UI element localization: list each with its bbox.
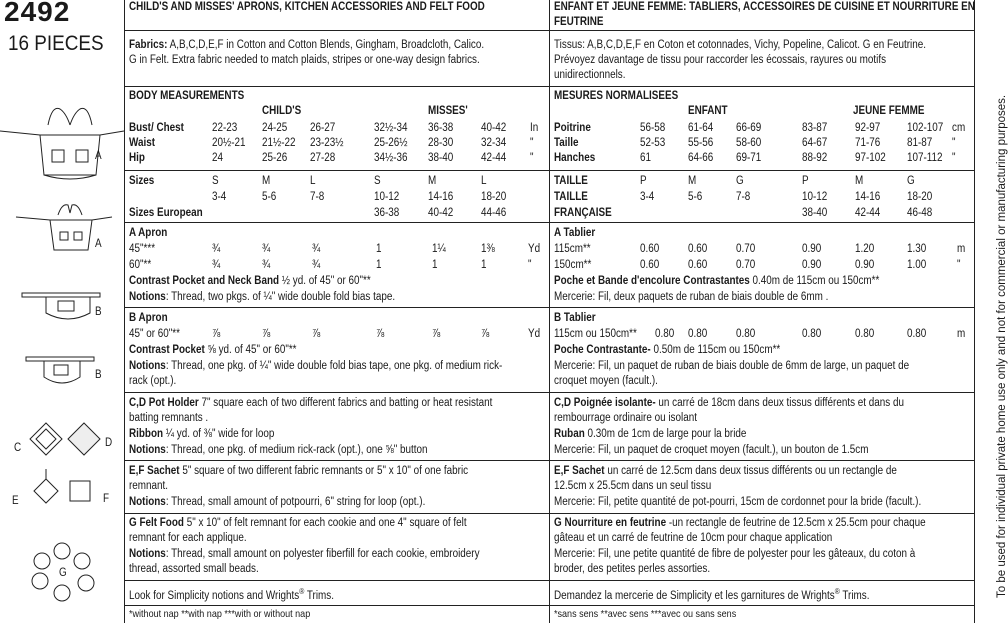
b-mercerie-line-2: croquet moyen (facult.). <box>554 375 658 387</box>
right-a-cell: 0.60 <box>640 243 660 255</box>
g-mercerie-line-2: broder, des petites perles assorties. <box>554 563 711 575</box>
right-size-letter-cell: P <box>802 175 809 187</box>
right-a-row-label: 150cm** <box>554 259 592 271</box>
pot-holder-c-drawing <box>30 423 62 455</box>
a-notions-line: Notions: Thread, two pkgs. of ¼" wide double fold bias tape. <box>129 291 396 303</box>
left-footnote: *without nap **with nap ***with or without nap <box>129 608 311 620</box>
ribbon-line: Ribbon ¼ yd. of ⅜" wide for loop <box>129 428 275 440</box>
a-contrast-line: Contrast Pocket and Neck Band ½ yd. of 45" or 60"** <box>129 275 371 287</box>
right-a-cell: 0.60 <box>688 259 708 271</box>
label-g: G <box>59 567 67 579</box>
left-size-letter-cell: S <box>374 175 381 187</box>
left-b-unit: Yd <box>528 328 541 340</box>
left-meas-row-label: Bust/ Chest <box>129 122 184 134</box>
right-meas-cell: 66-69 <box>736 122 762 134</box>
left-b-cell: ⅞ <box>432 328 441 340</box>
right-size-num-cell: 7-8 <box>736 191 751 203</box>
b-contrast-line: Contrast Pocket ⅝ yd. of 45" or 60"** <box>129 344 297 356</box>
left-meas-cell: 25-26 <box>262 152 288 164</box>
g-mercerie-line-1: Mercerie: Fil, une petite quantité de fibre de polyester pour les gâteaux, du coton à <box>554 548 916 560</box>
right-meas-cell: 52-53 <box>640 137 666 149</box>
ef-line-1: E,F Sachet 5" square of two different fabric remnants or 5" x 10" of one fabric <box>129 465 469 477</box>
g-notions-line-1: Notions: Thread, small amount on polyester fiberfill for each cookie, embroidery <box>129 548 480 560</box>
label-b-2: B <box>95 369 102 381</box>
right-meas-cell: 56-58 <box>640 122 666 134</box>
g-fr-line-1: G Nourriture en feutrine -un rectangle de feutrine de 12.5cm x 25.5cm pour chaque <box>554 517 926 529</box>
left-meas-cell: 42-44 <box>481 152 507 164</box>
ef-fr-line-2: 12.5cm x 25.5cm dans un seul tissu <box>554 480 712 492</box>
right-meas-cell: 92-97 <box>855 122 881 134</box>
right-b-cell: 0.80 <box>802 328 822 340</box>
right-fr-cell: 42-44 <box>855 207 881 219</box>
left-meas-cell: 38-40 <box>428 152 454 164</box>
ef-fr-line-1: E,F Sachet un carré de 12.5cm dans deux tissus différents ou un rectangle de <box>554 465 897 477</box>
right-title-1: ENFANT ET JEUNE FEMME: TABLIERS, ACCESSOIRES DE CUISINE ET NOURRITURE EN <box>554 1 975 13</box>
right-meas-row-label: Poitrine <box>554 122 591 134</box>
right-footnote: *sans sens **avec sens ***avec ou sans sens <box>554 608 737 620</box>
cd-line-1: C,D Pot Holder 7" square each of two different fabrics and batting or heat resistant <box>129 397 493 409</box>
left-a-cell: 1 <box>481 259 487 271</box>
taille-fr-label: TAILLE <box>554 191 588 203</box>
right-a-cell: 0.60 <box>640 259 660 271</box>
left-title: CHILD'S AND MISSES' APRONS, KITCHEN ACCESSORIES AND FELT FOOD <box>129 1 485 13</box>
right-meas-cell: 107-112 <box>907 152 943 164</box>
left-b-cell: ⅞ <box>312 328 321 340</box>
left-a-cell: ¾ <box>312 259 321 271</box>
pattern-number: 2492 <box>4 0 71 27</box>
left-meas-row-label: Hip <box>129 152 145 164</box>
right-b-cell: 0.80 <box>688 328 708 340</box>
left-meas-cell: 32½-34 <box>374 122 408 134</box>
left-meas-cell: 28-30 <box>428 137 454 149</box>
right-a-cell: 0.90 <box>802 259 822 271</box>
apron-b-drawing <box>22 293 100 319</box>
left-meas-unit: " <box>530 152 534 164</box>
label-e: E <box>12 495 19 507</box>
a-poche-line: Poche et Bande d'encolure Contrastantes 0.40m de 115cm ou 150cm** <box>554 275 880 287</box>
left-a-cell: 1¼ <box>432 243 446 255</box>
right-a-cell: 1.30 <box>907 243 927 255</box>
sizes-label: Sizes <box>129 175 155 187</box>
right-a-cell: 0.60 <box>688 243 708 255</box>
left-meas-cell: 32-34 <box>481 137 507 149</box>
right-size-num-cell: 10-12 <box>802 191 828 203</box>
tissus-line-3: unidirectionnels. <box>554 69 626 81</box>
left-a-cell: 1 <box>376 243 382 255</box>
left-a-cell: 1 <box>376 259 382 271</box>
left-meas-cell: 21½-22 <box>262 137 296 149</box>
right-meas-cell: 55-56 <box>688 137 714 149</box>
right-meas-cell: 97-102 <box>855 152 886 164</box>
left-a-row-label: 60"** <box>129 259 152 271</box>
left-meas-cell: 25-26½ <box>374 137 408 149</box>
right-a-row-label: 115cm** <box>554 243 591 255</box>
left-size-num-cell: 14-16 <box>428 191 454 203</box>
left-b-cell: ⅞ <box>262 328 271 340</box>
right-b-cell: 0.80 <box>855 328 875 340</box>
right-a-cell: 1.20 <box>855 243 875 255</box>
b-notions-line-2: rack (opt.). <box>129 375 177 387</box>
b-apron-heading: B Apron <box>129 312 168 324</box>
right-size-num-cell: 14-16 <box>855 191 881 203</box>
left-euro-cell: 40-42 <box>428 207 454 219</box>
left-euro-cell: 36-38 <box>374 207 400 219</box>
right-meas-cell: 61 <box>640 152 652 164</box>
b-poche-line: Poche Contrastante- 0.50m de 115cm ou 150cm** <box>554 344 781 356</box>
left-meas-cell: 34½-36 <box>374 152 408 164</box>
left-a-unit: Yd <box>528 243 541 255</box>
right-b-unit: m <box>957 328 966 340</box>
left-meas-cell: 22-23 <box>212 122 238 134</box>
francaise-label: FRANÇAISE <box>554 207 612 219</box>
left-size-letter-cell: S <box>212 175 219 187</box>
right-size-num-cell: 18-20 <box>907 191 933 203</box>
taille-label: TAILLE <box>554 175 588 187</box>
right-size-letter-cell: G <box>907 175 915 187</box>
look-for-line: Look for Simplicity notions and Wrights® Trims. <box>129 587 334 602</box>
label-f: F <box>103 493 110 505</box>
enfant-heading: ENFANT <box>688 105 728 117</box>
right-meas-cell: 81-87 <box>907 137 933 149</box>
right-a-unit: " <box>957 259 961 271</box>
a-mercerie-line: Mercerie: Fil, deux paquets de ruban de biais double de 6mm . <box>554 291 829 303</box>
body-measurements-heading: BODY MEASUREMENTS <box>129 90 245 102</box>
left-meas-unit: " <box>530 137 534 149</box>
pieces-count: 16 PIECES <box>8 32 104 55</box>
left-size-num-cell: 18-20 <box>481 191 507 203</box>
right-a-unit: m <box>957 243 966 255</box>
left-a-cell: 1⅜ <box>481 243 495 255</box>
left-a-cell: 1 <box>432 259 438 271</box>
left-b-row-label: 45" or 60"** <box>129 328 181 340</box>
left-meas-cell: 20½-21 <box>212 137 246 149</box>
right-a-cell: 1.00 <box>907 259 927 271</box>
right-b-cell: 0.80 <box>907 328 927 340</box>
left-a-cell: ¾ <box>312 243 321 255</box>
childs-heading: CHILD'S <box>262 105 302 117</box>
right-meas-unit: " <box>952 137 956 149</box>
left-size-letter-cell: L <box>310 175 316 187</box>
cd-fr-line-2: rembourrage ordinaire ou isolant <box>554 412 697 424</box>
right-b-row-label: 115cm ou 150cm** <box>554 328 637 340</box>
left-meas-cell: 24 <box>212 152 224 164</box>
ef-mercerie-line: Mercerie: Fil, petite quantité de pot-pourri, 15cm de cordonnet pour la bride (facult.). <box>554 496 922 508</box>
right-meas-row-label: Hanches <box>554 152 596 164</box>
fabrics-line-1: Fabrics: A,B,C,D,E,F in Cotton and Cotton Blends, Gingham, Broadcloth, Calico. <box>129 39 485 51</box>
left-meas-cell: 24-25 <box>262 122 288 134</box>
right-fr-cell: 46-48 <box>907 207 933 219</box>
left-a-unit: " <box>528 259 532 271</box>
g-line-1: G Felt Food 5" x 10" of felt remnant for each cookie and one 4" square of felt <box>129 517 467 529</box>
right-meas-cell: 102-107 <box>907 122 944 134</box>
right-b-cell: 0.80 <box>736 328 756 340</box>
left-size-num-cell: 5-6 <box>262 191 277 203</box>
right-a-cell: 0.70 <box>736 243 756 255</box>
right-title-2: FEUTRINE <box>554 16 604 28</box>
fabrics-line-2: G in Felt. Extra fabric needed to match plaids, stripes or one-way design fabrics. <box>129 54 480 66</box>
cd-notions-line: Notions: Thread, one pkg. of medium rick-rack (opt.), one ⅝" button <box>129 444 428 456</box>
left-a-cell: ¾ <box>212 243 221 255</box>
left-meas-row-label: Waist <box>129 137 156 149</box>
tissus-line-1: Tissus: A,B,C,D,E,F en Coton et cotonnades, Vichy, Popeline, Calicot. G en Feutrine. <box>554 39 926 51</box>
b-tablier-heading: B Tablier <box>554 312 596 324</box>
jeune-femme-heading: JEUNE FEMME <box>853 105 925 117</box>
right-meas-cell: 69-71 <box>736 152 762 164</box>
garment-illustrations <box>0 95 125 615</box>
right-meas-cell: 88-92 <box>802 152 828 164</box>
right-meas-cell: 83-87 <box>802 122 828 134</box>
left-meas-cell: 40-42 <box>481 122 507 134</box>
a-apron-heading: A Apron <box>129 227 168 239</box>
left-meas-cell: 36-38 <box>428 122 454 134</box>
right-size-letter-cell: P <box>640 175 647 187</box>
label-a-1: A <box>95 150 102 162</box>
right-meas-cell: 64-67 <box>802 137 828 149</box>
left-b-cell: ⅞ <box>376 328 385 340</box>
right-a-cell: 0.70 <box>736 259 756 271</box>
sachet-f-drawing <box>70 481 90 501</box>
right-size-letter-cell: M <box>688 175 697 187</box>
g-fr-line-2: gâteau et un carré de feutrine de 10cm pour chaque application <box>554 532 833 544</box>
g-notions-line-2: thread, assorted small beads. <box>129 563 259 575</box>
cd-fr-line-1: C,D Poignée isolante- un carré de 18cm dans deux tissus différents et dans du <box>554 397 904 409</box>
right-b-cell: 0.80 <box>655 328 675 340</box>
right-meas-cell: 64-66 <box>688 152 714 164</box>
right-meas-unit: cm <box>952 122 966 134</box>
left-size-num-cell: 7-8 <box>310 191 325 203</box>
right-size-letter-cell: M <box>855 175 864 187</box>
label-d: D <box>105 437 113 449</box>
left-size-letter-cell: M <box>428 175 437 187</box>
pot-holder-d-drawing <box>68 423 100 455</box>
g-line-2: remnant for each applique. <box>129 532 247 544</box>
b-notions-line-1: Notions: Thread, one pkg. of ¼" wide double fold bias tape, one pkg. of medium rick- <box>129 360 503 372</box>
left-a-cell: ¾ <box>262 243 271 255</box>
b-mercerie-line-1: Mercerie: Fil, un paquet de ruban de biais double de 6mm de large, un paquet de <box>554 360 910 372</box>
ef-line-2: remnant. <box>129 480 169 492</box>
a-tablier-heading: A Tablier <box>554 227 596 239</box>
left-size-num-cell: 3-4 <box>212 191 227 203</box>
left-b-cell: ⅞ <box>481 328 490 340</box>
mesures-heading: MESURES NORMALISEES <box>554 90 679 102</box>
sizes-european-label: Sizes European <box>129 207 203 219</box>
left-meas-cell: 27-28 <box>310 152 336 164</box>
right-size-letter-cell: G <box>736 175 744 187</box>
left-a-cell: ¾ <box>262 259 271 271</box>
cd-mercerie-line: Mercerie: Fil, un paquet de croquet moyen (facult.), un bouton de 1.5cm <box>554 444 869 456</box>
left-size-letter-cell: M <box>262 175 271 187</box>
label-a-2: A <box>95 238 102 250</box>
right-fr-cell: 38-40 <box>802 207 828 219</box>
usage-disclaimer: To be used for individual private home use only and not for commercial or manufacturing purposes. <box>996 94 1008 598</box>
apron-b-small-drawing <box>26 357 94 383</box>
right-meas-row-label: Taille <box>554 137 579 149</box>
ef-notions-line: Notions: Thread, small amount of potpourri, 6" string for loop (opt.). <box>129 496 426 508</box>
left-meas-unit: In <box>530 122 539 134</box>
left-size-num-cell: 10-12 <box>374 191 400 203</box>
left-a-cell: ¾ <box>212 259 221 271</box>
right-meas-cell: 61-64 <box>688 122 714 134</box>
tissus-line-2: Prévoyez davantage de tissu pour raccorder les écossais, rayures ou motifs <box>554 54 887 66</box>
ruban-line: Ruban 0.30m de 1cm de large pour la bride <box>554 428 747 440</box>
apron-a-drawing <box>0 108 124 179</box>
demandez-line: Demandez la mercerie de Simplicity et les garnitures de Wrights® Trims. <box>554 587 870 602</box>
left-a-row-label: 45"*** <box>129 243 156 255</box>
label-c: C <box>14 442 22 454</box>
right-meas-unit: " <box>952 152 956 164</box>
left-meas-cell: 26-27 <box>310 122 336 134</box>
misses-heading: MISSES' <box>428 105 468 117</box>
left-euro-cell: 44-46 <box>481 207 507 219</box>
right-size-num-cell: 3-4 <box>640 191 655 203</box>
right-a-cell: 0.90 <box>855 259 875 271</box>
left-b-cell: ⅞ <box>212 328 221 340</box>
right-a-cell: 0.90 <box>802 243 822 255</box>
left-meas-cell: 23-23½ <box>310 137 344 149</box>
right-meas-cell: 58-60 <box>736 137 762 149</box>
left-size-letter-cell: L <box>481 175 487 187</box>
right-meas-cell: 71-76 <box>855 137 881 149</box>
label-b-1: B <box>95 306 102 318</box>
sachet-e-drawing <box>34 469 58 503</box>
cd-line-2: batting remnants . <box>129 412 209 424</box>
right-size-num-cell: 5-6 <box>688 191 703 203</box>
